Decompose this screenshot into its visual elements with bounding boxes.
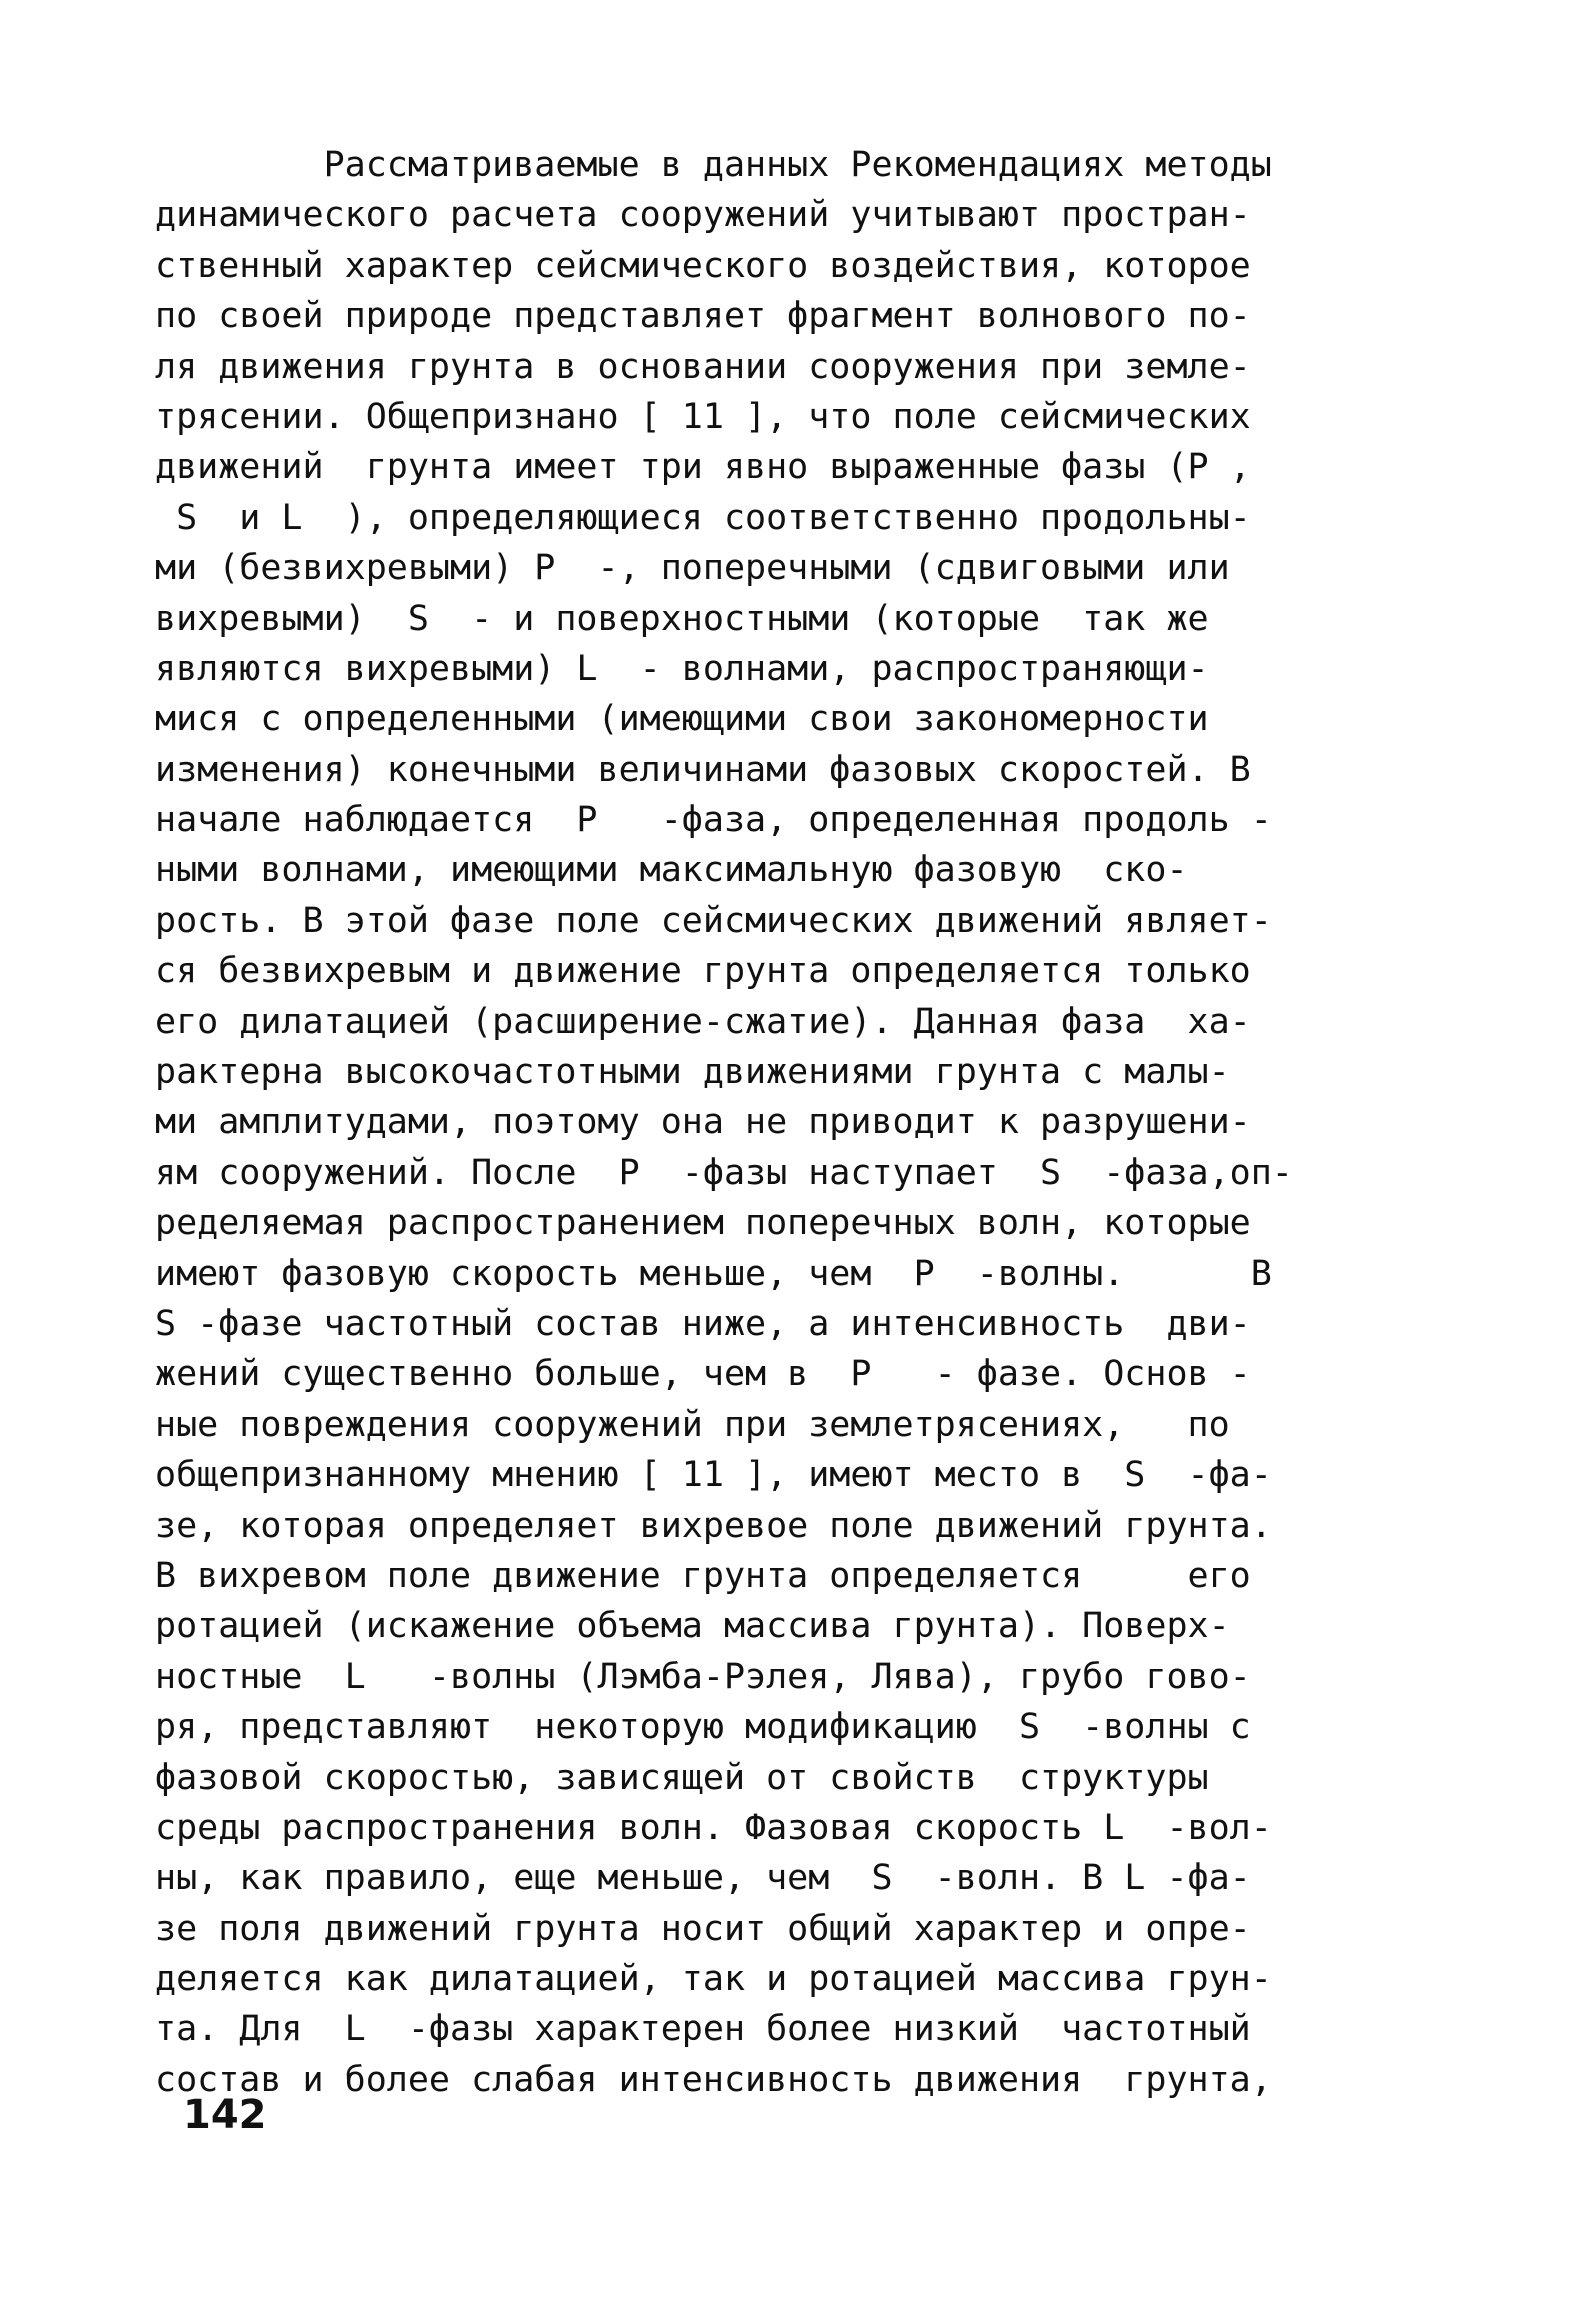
text-line: ностные L -волны (Лэмба-Рэлея, Лява), грубо гово- (155, 1656, 1251, 1697)
text-line: ям сооружений. После P -фазы наступает S -фаза,оп- (155, 1152, 1293, 1193)
text-line: ными волнами, имеющими максимальную фазовую ско- (155, 850, 1188, 891)
text-line: жений существенно больше, чем в P - фазе. Основ - (155, 1354, 1251, 1395)
text-line: вихревыми) S - и поверхностными (которые так же (155, 598, 1209, 639)
text-line: рактерна высокочастотными движениями грунта с малы- (155, 1052, 1230, 1093)
text-line: движений грунта имеет три явно выраженные фазы (P , (155, 447, 1251, 488)
text-line: ротацией (искажение объема массива грунта). Поверх- (155, 1606, 1230, 1647)
text-line: его дилатацией (расширение-сжатие). Данная фаза ха- (155, 1001, 1251, 1042)
text-line: трясении. Общепризнано [ 11 ], что поле сейсмических (155, 396, 1251, 437)
text-line: общепризнанному мнению [ 11 ], имеют место в S -фа- (155, 1455, 1272, 1496)
text-line: динамического расчета сооружений учитывают простран- (155, 195, 1251, 236)
text-line: мися с определенными (имеющими свои закономерности (155, 699, 1209, 740)
text-line: ря, представляют некоторую модификацию S -волны с (155, 1707, 1251, 1748)
text-line: зе, которая определяет вихревое поле движений грунта. (155, 1505, 1272, 1546)
text-line: ные повреждения сооружений при землетрясениях, по (155, 1404, 1230, 1445)
text-line: изменения) конечными величинами фазовых скоростей. В (155, 749, 1251, 790)
text-line: та. Для L -фазы характерен более низкий частотный (155, 2009, 1251, 2050)
page-number: 142 (183, 2092, 267, 2138)
text-line: ся безвихревым и движение грунта определяется только (155, 951, 1251, 992)
text-line: ми амплитудами, поэтому она не приводит к разрушени- (155, 1102, 1251, 1143)
text-line: ми (безвихревыми) P -, поперечными (сдвиговыми или (155, 548, 1230, 589)
body-text (155, 140, 1475, 2105)
text-line: имеют фазовую скорость меньше, чем P -волны. В (155, 1253, 1272, 1294)
text-line: ля движения грунта в основании сооружения при земле- (155, 346, 1251, 387)
text-line: состав и более слабая интенсивность движения грунта, (155, 2059, 1272, 2100)
text-line: начале наблюдается P -фаза, определенная продоль - (155, 800, 1272, 841)
text-line: S -фазе частотный состав ниже, а интенсивность дви- (155, 1303, 1251, 1344)
text-line: В вихревом поле движение грунта определяется его (155, 1555, 1251, 1596)
text-line: являются вихревыми) L - волнами, распространяющи- (155, 648, 1209, 689)
text-line: ственный характер сейсмического воздействия, которое (155, 245, 1251, 286)
text-line: ределяемая распространением поперечных волн, которые (155, 1203, 1251, 1244)
text-line: по своей природе представляет фрагмент волнового по- (155, 296, 1251, 337)
text-line: рость. В этой фазе поле сейсмических движений являет- (155, 900, 1272, 941)
text-line: фазовой скоростью, зависящей от свойств структуры (155, 1757, 1209, 1798)
text-line: среды распространения волн. Фазовая скорость L -вол- (155, 1807, 1272, 1848)
text-line: зе поля движений грунта носит общий характер и опре- (155, 1908, 1251, 1949)
text-line: Рассматриваемые в данных Рекомендациях методы (155, 145, 1272, 185)
text-line: деляется как дилатацией, так и ротацией массива грун- (155, 1959, 1272, 2000)
text-line: ны, как правило, еще меньше, чем S -волн. В L -фа- (155, 1858, 1251, 1899)
text-line: S и L ), определяющиеся соответственно продольны- (155, 497, 1251, 538)
